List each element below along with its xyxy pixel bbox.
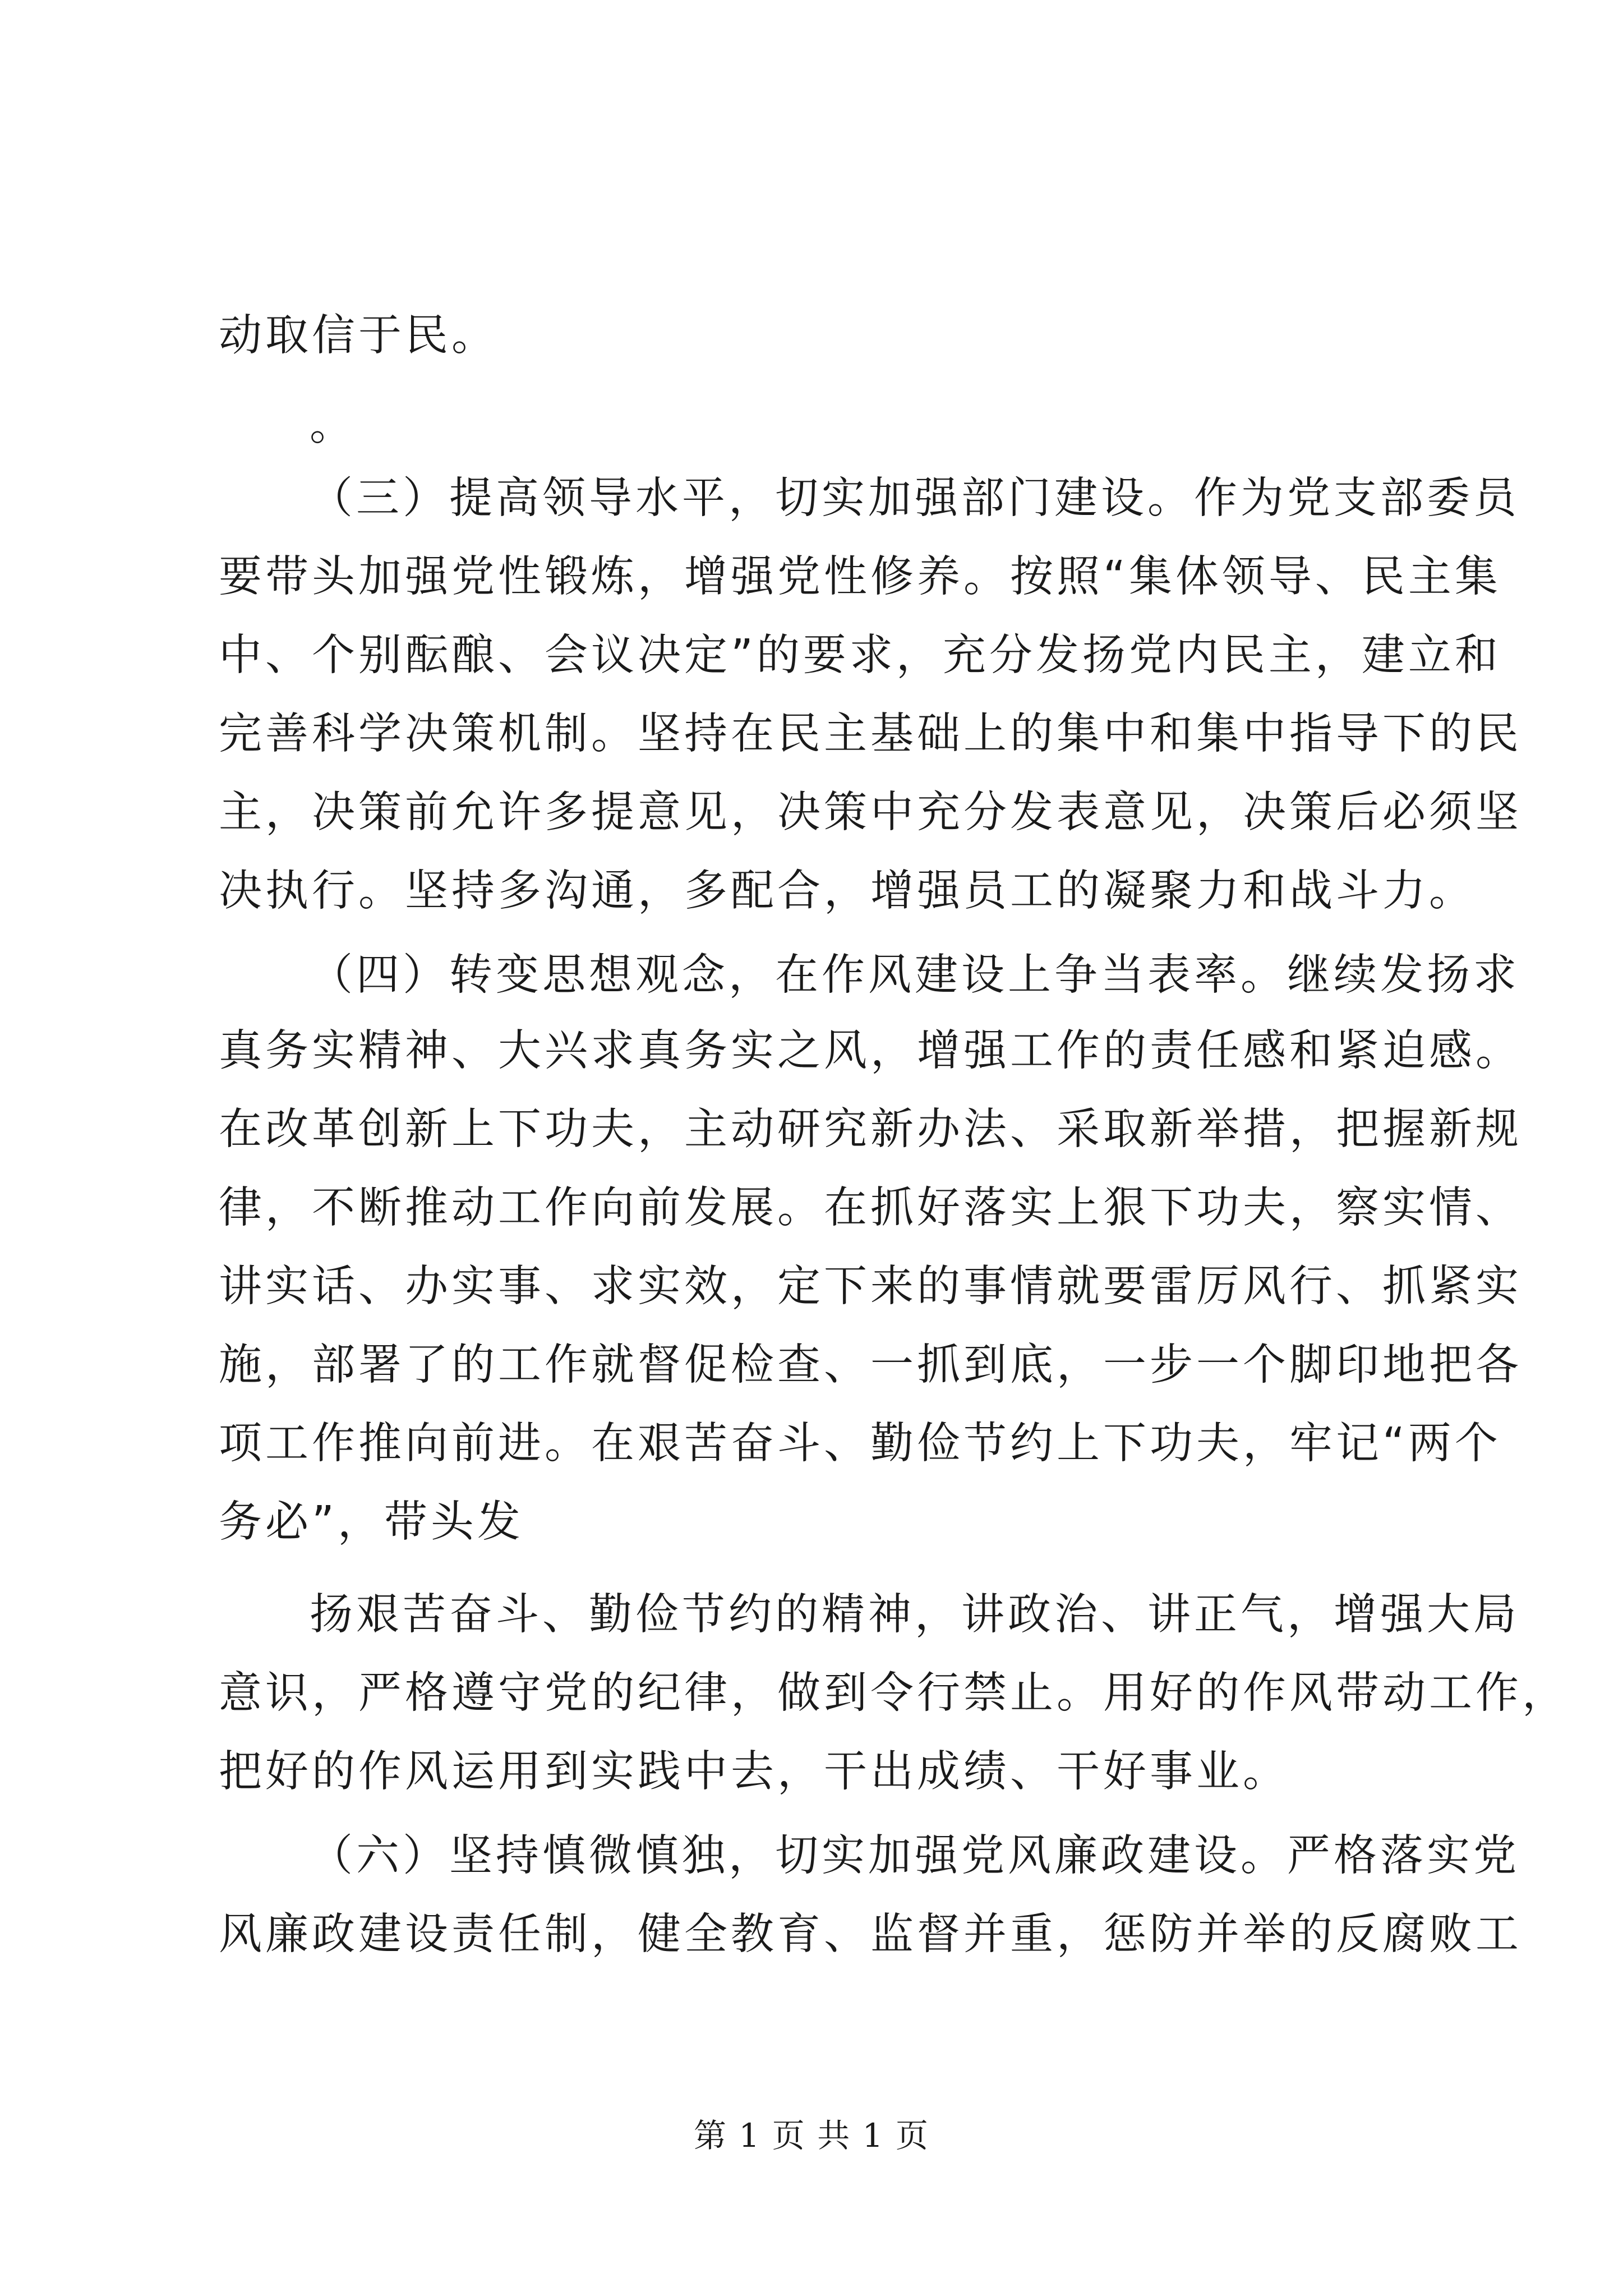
text-line: 。 xyxy=(310,401,356,450)
text-line: 施，部署了的工作就督促检查、一抓到底，一步一个脚印地把各 xyxy=(219,1340,1522,1390)
text-line: 主，决策前允许多提意见，决策中充分发表意见，决策后必须坚 xyxy=(219,788,1522,838)
text-line: 律，不断推动工作向前发展。在抓好落实上狠下功夫，察实情、 xyxy=(219,1183,1522,1233)
text-line: （四）转变思想观念，在作风建设上争当表率。继续发扬求 xyxy=(310,950,1520,1000)
text-line: 在改革创新上下功夫，主动研究新办法、采取新举措，把握新规 xyxy=(219,1105,1522,1154)
text-line: （六）坚持慎微慎独，切实加强党风廉政建设。严格落实党 xyxy=(310,1831,1520,1881)
text-line: 务必”，带头发 xyxy=(219,1497,524,1547)
text-line: 风廉政建设责任制，健全教育、监督并重，惩防并举的反腐败工 xyxy=(219,1910,1522,1959)
text-line: 项工作推向前进。在艰苦奋斗、勤俭节约上下功夫，牢记“两个 xyxy=(219,1419,1501,1469)
text-line: 决执行。坚持多沟通，多配合，增强员工的凝聚力和战斗力。 xyxy=(219,866,1476,916)
text-line: 真务实精神、大兴求真务实之风，增强工作的责任感和紧迫感。 xyxy=(219,1026,1522,1076)
text-line: 中、个别酝酿、会议决定”的要求，充分发扬党内民主，建立和 xyxy=(219,631,1501,680)
page-footer: 第 1 页 共 1 页 xyxy=(694,2116,929,2155)
text-line: 要带头加强党性锻炼，增强党性修养。按照“集体领导、民主集 xyxy=(219,552,1501,602)
text-line: 意识，严格遵守党的纪律，做到令行禁止。用好的作风带动工作， xyxy=(219,1668,1569,1718)
text-line: 扬艰苦奋斗、勤俭节约的精神，讲政治、讲正气，增强大局 xyxy=(310,1590,1520,1640)
text-line: （三）提高领导水平，切实加强部门建设。作为党支部委员 xyxy=(310,473,1520,523)
text-line: 动取信于民。 xyxy=(219,311,498,361)
text-line: 讲实话、办实事、求实效，定下来的事情就要雷厉风行、抓紧实 xyxy=(219,1262,1522,1312)
text-line: 完善科学决策机制。坚持在民主基础上的集中和集中指导下的民 xyxy=(219,709,1522,759)
text-line: 把好的作风运用到实践中去，干出成绩、干好事业。 xyxy=(219,1747,1289,1797)
